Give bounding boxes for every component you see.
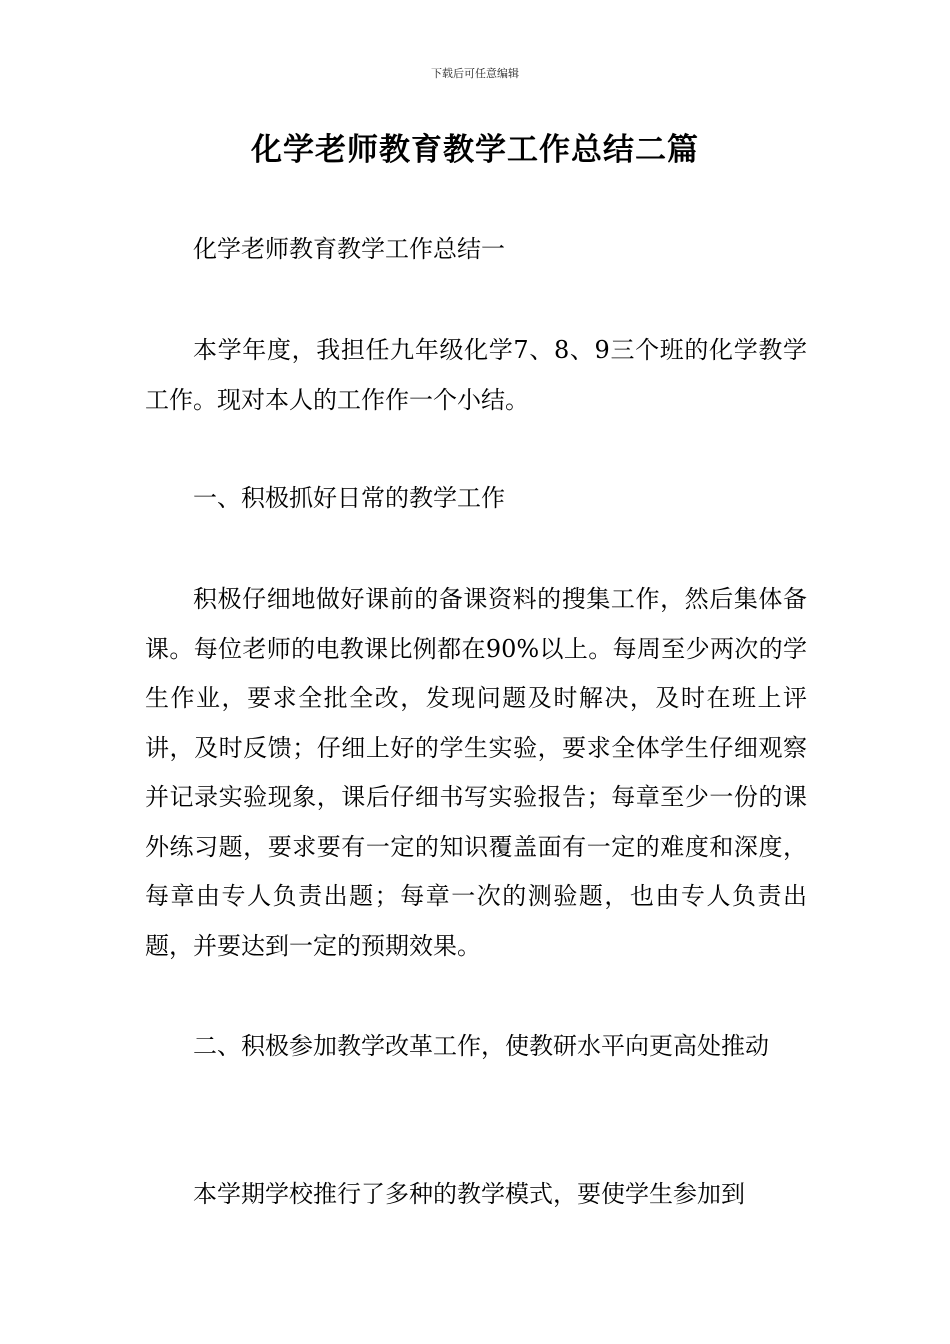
document-title: 化学老师教育教学工作总结二篇 [251,132,699,168]
intro-paragraph: 本学年度，我担任九年级化学7、8、9三个班的化学教学工作。现对本人的工作作一个小结。 [145,336,807,414]
body-paragraph-2: 本学期学校推行了多种的教学模式，要使学生参加到 [193,1180,745,1208]
header-note: 下载后可任意编辑 [431,67,519,80]
body-paragraph-1: 积极仔细地做好课前的备课资料的搜集工作，然后集体备课。每位老师的电教课比例都在90%以上。每周至少两次的学生作业，要求全批全改，发现问题及时解决，及时在班上评讲，及时反馈；仔细上好的学生实验，要求全体学生仔细观察并记录实验现象，课后仔细书写实验报告；每章至少一份的课外练习题，要求要有一定的知识覆盖面有一定的难度和深度，每章由专人负责出题；每章一次的测验题，也由专人负责出题，并要达到一定的预期效果。 [145,585,807,960]
section-heading-2: 二、积极参加教学改革工作，使教研水平向更高处推动 [193,1032,769,1060]
section-subtitle: 化学老师教育教学工作总结一 [193,235,505,263]
section-heading-1: 一、积极抓好日常的教学工作 [193,484,505,512]
